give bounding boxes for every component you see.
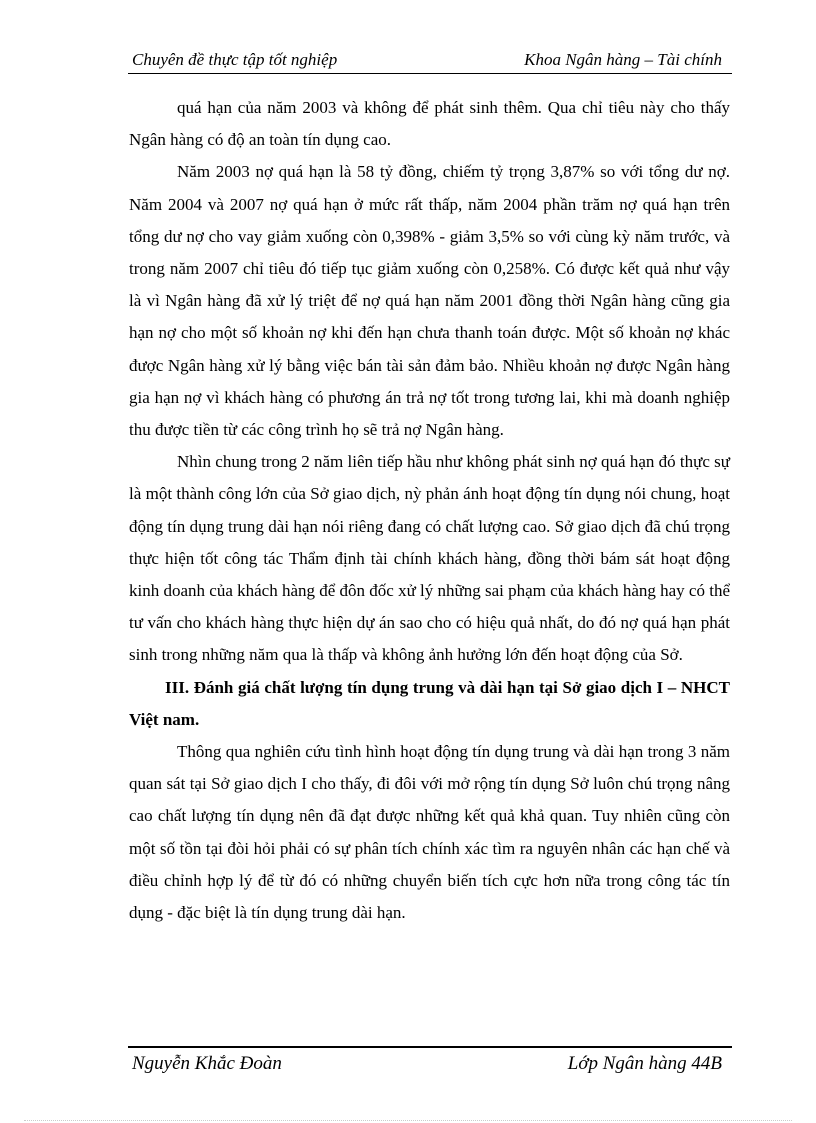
paragraph-overdue-debt: Năm 2003 nợ quá hạn là 58 tỷ đồng, chiếm tỷ trọng 3,87% so với tổng dư nợ. Năm 2004 và 2007 nợ quá hạn ở mức rất thấp, năm 2004 phần trăm nợ quá hạn trên tổng dư nợ cho vay giảm xuống còn 0,398% - giảm 3,5% so với cùng kỳ năm trước, và trong năm 2007 chỉ tiêu đó tiếp tục giảm xuống còn 0,258%. Có được kết quả như vậy là vì Ngân hàng đã xử lý triệt để nợ quá hạn năm 2001 đồng thời Ngân hàng cũng gia hạn nợ cho một số khoản nợ khi đến hạn chưa thanh toán được. Một số khoản nợ khác được Ngân hàng xử lý bằng việc bán tài sản đảm bảo. Nhiều khoản nợ được Ngân hàng gia hạn nợ vì khách hàng có phương án trả nợ tốt trong tương lai, khi mà doanh nghiệp thu được tiền từ các công trình họ sẽ trả nợ Ngân hàng. bbox=[129, 162, 730, 440]
header-document-title: Chuyên đề thực tập tốt nghiệp bbox=[132, 50, 338, 69]
page-header bbox=[128, 48, 732, 74]
page-body bbox=[129, 92, 730, 929]
paragraph-assessment: Thông qua nghiên cứu tình hình hoạt động tín dụng trung và dài hạn trong 3 năm quan sát tại Sở giao dịch I cho thấy, đi đôi với mở rộng tín dụng Sở luôn chú trọng nâng cao chất lượng tín dụng nên đã đạt được những kết quả khả quan. Tuy nhiên cũng còn một số tồn tại đòi hỏi phải có sự phân tích chính xác tìm ra nguyên nhân các hạn chế và điều chỉnh hợp lý để từ đó có những chuyển biến tích cực hơn nữa trong công tác tín dụng - đặc biệt là tín dụng trung dài hạn. bbox=[129, 742, 730, 923]
page-bottom-rule bbox=[24, 1120, 792, 1121]
section-heading: III. Đánh giá chất lượng tín dụng trung và dài hạn tại Sở giao dịch I – NHCT Việt nam. bbox=[129, 677, 730, 729]
footer-class: Lớp Ngân hàng 44B bbox=[567, 1053, 722, 1074]
header-faculty: Khoa Ngân hàng – Tài chính bbox=[524, 50, 722, 69]
footer-author: Nguyễn Khắc Đoàn bbox=[132, 1053, 282, 1074]
paragraph-continuation: quá hạn của năm 2003 và không để phát sinh thêm. Qua chỉ tiêu này cho thấy Ngân hàng có độ an toàn tín dụng cao. bbox=[129, 98, 730, 150]
paragraph-summary: Nhìn chung trong 2 năm liên tiếp hầu như không phát sinh nợ quá hạn đó thực sự là một thành công lớn của Sở giao dịch, nỳ phản ánh hoạt động tín dụng nói chung, hoạt động tín dụng trung dài hạn nói riêng đang có chất lượng cao. Sở giao dịch đã chú trọng thực hiện tốt công tác Thẩm định tài chính khách hàng, đồng thời bám sát hoạt động kinh doanh của khách hàng để đôn đốc xử lý những sai phạm của khách hàng hay có thể tư vấn cho khách hàng thực hiện dự án sao cho có hiệu quả nhất, do đó nợ quá hạn phát sinh trong những năm qua là thấp và không ảnh hưởng lớn đến hoạt động của Sở. bbox=[129, 452, 730, 665]
page-footer bbox=[128, 1046, 732, 1080]
